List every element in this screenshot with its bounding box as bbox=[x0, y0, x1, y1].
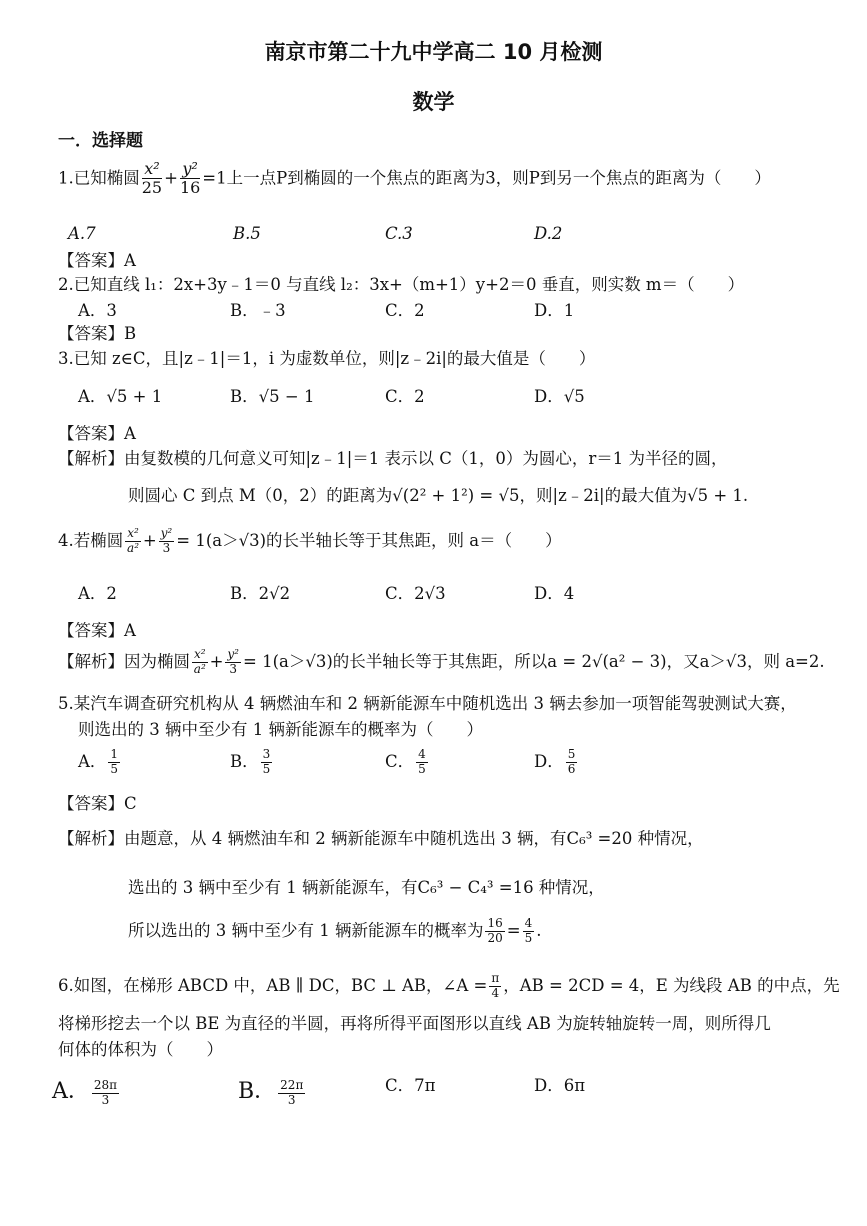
q6-stem-2: 将梯形挖去一个以 BE 为直径的半圆，再将所得平面图形以直线 AB 为旋转轴旋转一周，则所得几 bbox=[58, 1014, 771, 1033]
q2-answer: 【答案】B bbox=[58, 324, 137, 343]
q5-option-a[interactable]: A． $\frac{1}{5}$ bbox=[78, 747, 119, 776]
q4-analysis-frac-y: $\frac{\text{y²}}{3}$ bbox=[227, 647, 239, 676]
q5-analysis-1: 【解析】由题意，从 4 辆燃油车和 2 辆新能源车中随机选出 3 辆，有C₆³ =20 种情况， bbox=[58, 829, 704, 848]
q4-stem-pre: 4.若椭圆 bbox=[58, 531, 124, 550]
q4-stem bbox=[58, 527, 562, 556]
q3-option-b[interactable]: B．√5 − 1 bbox=[230, 387, 315, 406]
q1-option-d[interactable]: D.2 bbox=[534, 224, 563, 243]
q6-stem-1 bbox=[58, 972, 840, 1001]
q6-frac-pi-4: $\frac{\pi}{4}$ bbox=[491, 971, 500, 1000]
q4-analysis bbox=[58, 648, 825, 677]
q4-analysis-frac-x: $\frac{\text{x²}}{\text{a²}}$ bbox=[193, 647, 206, 676]
q4-frac-y: $\frac{\text{y²}}{3}$ bbox=[160, 526, 173, 555]
q3-analysis-1: 【解析】由复数模的几何意义可知|z﹣1|＝1 表示以 C（1，0）为圆心，r＝1 为半径的圆， bbox=[58, 449, 728, 468]
q6-stem-3: 何体的体积为（ ） bbox=[58, 1040, 223, 1059]
q5-equals: = bbox=[506, 921, 521, 940]
q4-option-d[interactable]: D．4 bbox=[534, 584, 575, 603]
q4-option-c[interactable]: C．2√3 bbox=[385, 584, 446, 603]
q1-frac-y: $\frac{\text{y²}}{16}$ bbox=[179, 159, 201, 198]
q5-analysis-3-pre: 所以选出的 3 辆中至少有 1 辆新能源车的概率为 bbox=[128, 921, 484, 940]
q1-option-b[interactable]: B.5 bbox=[233, 224, 261, 243]
q4-option-a[interactable]: A．2 bbox=[78, 584, 117, 603]
q4-plus: + bbox=[142, 531, 157, 550]
section-heading: 一．选择题 bbox=[58, 131, 143, 151]
q2-option-d[interactable]: D．1 bbox=[534, 301, 575, 320]
q6-option-d[interactable]: D．6π bbox=[534, 1076, 586, 1095]
q6-option-a[interactable]: A． $\frac{28\pi}{3}$ bbox=[52, 1078, 118, 1107]
q5-option-d[interactable]: D． $\frac{5}{6}$ bbox=[534, 747, 576, 776]
q4-option-b[interactable]: B．2√2 bbox=[230, 584, 291, 603]
q5-period: . bbox=[536, 921, 542, 940]
q1-stem-post: =1上一点P到椭圆的一个焦点的距离为3，则P到另一个焦点的距离为（ ） bbox=[202, 168, 771, 188]
q4-frac-x: $\frac{\text{x²}}{\text{a²}}$ bbox=[127, 526, 140, 555]
q1-plus: + bbox=[164, 168, 178, 188]
q1-answer: 【答案】A bbox=[58, 251, 136, 270]
q3-option-a[interactable]: A．√5 + 1 bbox=[78, 387, 163, 406]
q5-analysis-2: 选出的 3 辆中至少有 1 辆新能源车，有C₆³ − C₄³ =16 种情况， bbox=[128, 878, 605, 897]
q2-option-c[interactable]: C．2 bbox=[385, 301, 425, 320]
q5-answer: 【答案】C bbox=[58, 794, 137, 813]
q3-option-c[interactable]: C．2 bbox=[385, 387, 425, 406]
q6-option-c[interactable]: C．7π bbox=[385, 1076, 436, 1095]
q1-option-c[interactable]: C.3 bbox=[385, 224, 413, 243]
q4-stem-post: = 1(a＞√3)的长半轴长等于其焦距，则 a＝（ ） bbox=[176, 531, 562, 550]
q5-option-c[interactable]: C． $\frac{4}{5}$ bbox=[385, 747, 426, 776]
q5-option-b[interactable]: B． $\frac{3}{5}$ bbox=[230, 747, 271, 776]
q5-frac-4-5: $\frac{4}{5}$ bbox=[524, 916, 533, 945]
q2-option-b[interactable]: B．﹣3 bbox=[230, 301, 286, 320]
q1-stem bbox=[58, 160, 771, 198]
q6-stem-1-pre: 6.如图，在梯形 ABCD 中，AB ∥ DC，BC ⊥ AB，∠A = bbox=[58, 976, 488, 995]
q5-stem-1: 5.某汽车调查研究机构从 4 辆燃油车和 2 辆新能源车中随机选出 3 辆去参加一项智能驾驶测试大赛， bbox=[58, 694, 797, 713]
q3-stem: 3.已知 z∈C，且|z﹣1|＝1，i 为虚数单位，则|z﹣2i|的最大值是（ ） bbox=[58, 349, 596, 368]
exam-title: 南京市第二十九中学高二 10 月检测 bbox=[264, 40, 603, 64]
q1-stem-pre: 1.已知椭圆 bbox=[58, 168, 140, 188]
q5-analysis-3 bbox=[128, 917, 541, 946]
q6-stem-1-post: ，AB = 2CD = 4，E 为线段 AB 的中点，先 bbox=[503, 976, 840, 995]
q5-frac-16-20: $\frac{16}{20}$ bbox=[487, 916, 503, 945]
q4-analysis-plus: + bbox=[209, 652, 224, 671]
q3-answer: 【答案】A bbox=[58, 424, 136, 443]
q6-option-b[interactable]: B． $\frac{22\pi}{3}$ bbox=[238, 1078, 304, 1107]
q4-analysis-pre: 【解析】因为椭圆 bbox=[58, 652, 190, 671]
subject-title: 数学 bbox=[412, 90, 455, 114]
q1-option-a[interactable]: A.7 bbox=[68, 224, 96, 243]
q5-stem-2: 则选出的 3 辆中至少有 1 辆新能源车的概率为（ ） bbox=[78, 720, 483, 739]
q1-frac-x: $\frac{\text{x²}}{25}$ bbox=[141, 159, 163, 198]
q4-analysis-post: = 1(a＞√3)的长半轴长等于其焦距，所以a = 2√(a² − 3)，又a＞√3，则 a=2. bbox=[243, 652, 825, 671]
q3-option-d[interactable]: D．√5 bbox=[534, 387, 585, 406]
q3-analysis-2: 则圆心 C 到点 M（0，2）的距离为√(2² + 1²) = √5，则|z﹣2i|的最大值为√5 + 1. bbox=[128, 486, 749, 505]
q4-answer: 【答案】A bbox=[58, 621, 136, 640]
q2-stem: 2.已知直线 l₁：2x+3y﹣1＝0 与直线 l₂：3x+（m+1）y+2＝0 垂直，则实数 m＝（ ） bbox=[58, 275, 745, 294]
q2-option-a[interactable]: A．3 bbox=[78, 301, 117, 320]
